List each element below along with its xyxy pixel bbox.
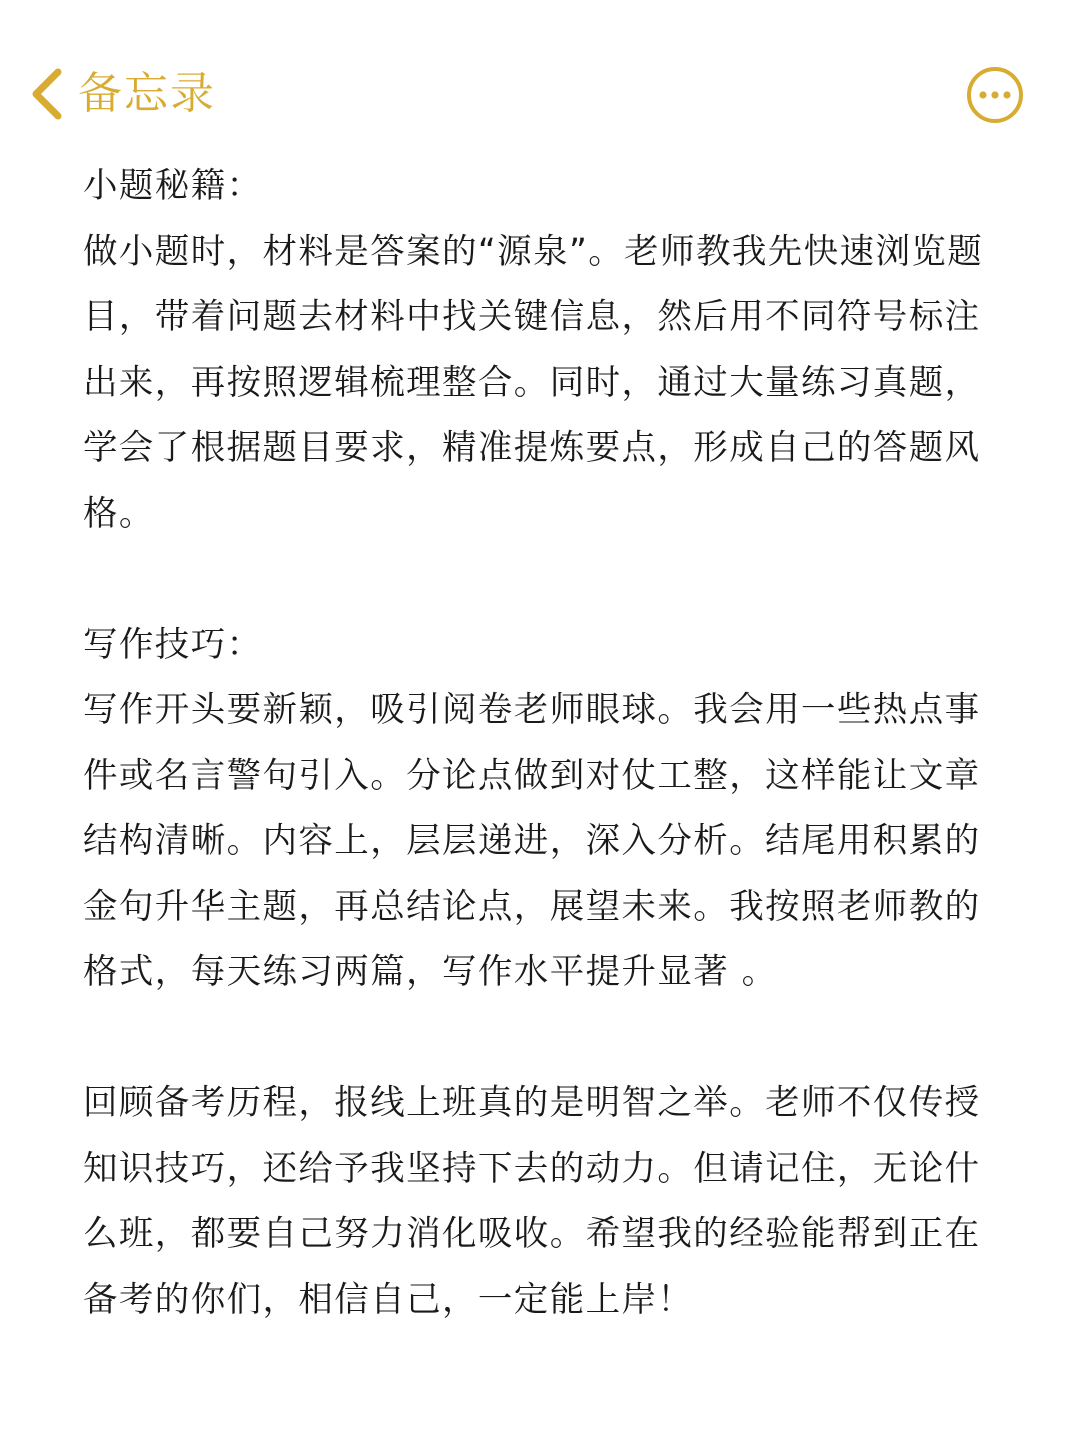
ellipsis-circle-icon: [966, 66, 1024, 124]
paragraph-gap: [83, 1006, 998, 1072]
paragraph-gap: [83, 547, 998, 613]
note-body[interactable]: [83, 154, 998, 1333]
section-body-writing: 写作开头要新颖，吸引阅卷老师眼球。我会用一些热点事件或名言警句引入。分论点做到对仗工整，这样能让文章结构清晰。内容上，层层递进，深入分析。结尾用积累的金句升华主题，再总结论点，展望未来。我按照老师教的格式，每天练习两篇，写作水平提升显著 。: [83, 690, 981, 992]
back-label: 备忘录: [78, 68, 216, 119]
chevron-left-icon: [28, 68, 64, 120]
nav-bar: [0, 0, 1080, 150]
back-button[interactable]: [28, 58, 216, 130]
section-body-conclusion: 回顾备考历程，报线上班真的是明智之举。老师不仅传授知识技巧，还给予我坚持下去的动力。但请记住，无论什么班，都要自己努力消化吸收。希望我的经验能帮到正在备考的你们，相信自己，一定能上岸！: [83, 1083, 981, 1320]
section-body-tips: 做小题时，材料是答案的“源泉”。老师教我先快速浏览题目，带着问题去材料中找关键信息，然后用不同符号标注出来，再按照逻辑梳理整合。同时，通过大量练习真题，学会了根据题目要求，精准提炼要点，形成自己的答题风格。: [83, 231, 984, 534]
more-button[interactable]: [966, 66, 1024, 124]
section-heading-tips: 小题秘籍：: [83, 166, 263, 206]
section-heading-writing: 写作技巧：: [83, 624, 263, 665]
